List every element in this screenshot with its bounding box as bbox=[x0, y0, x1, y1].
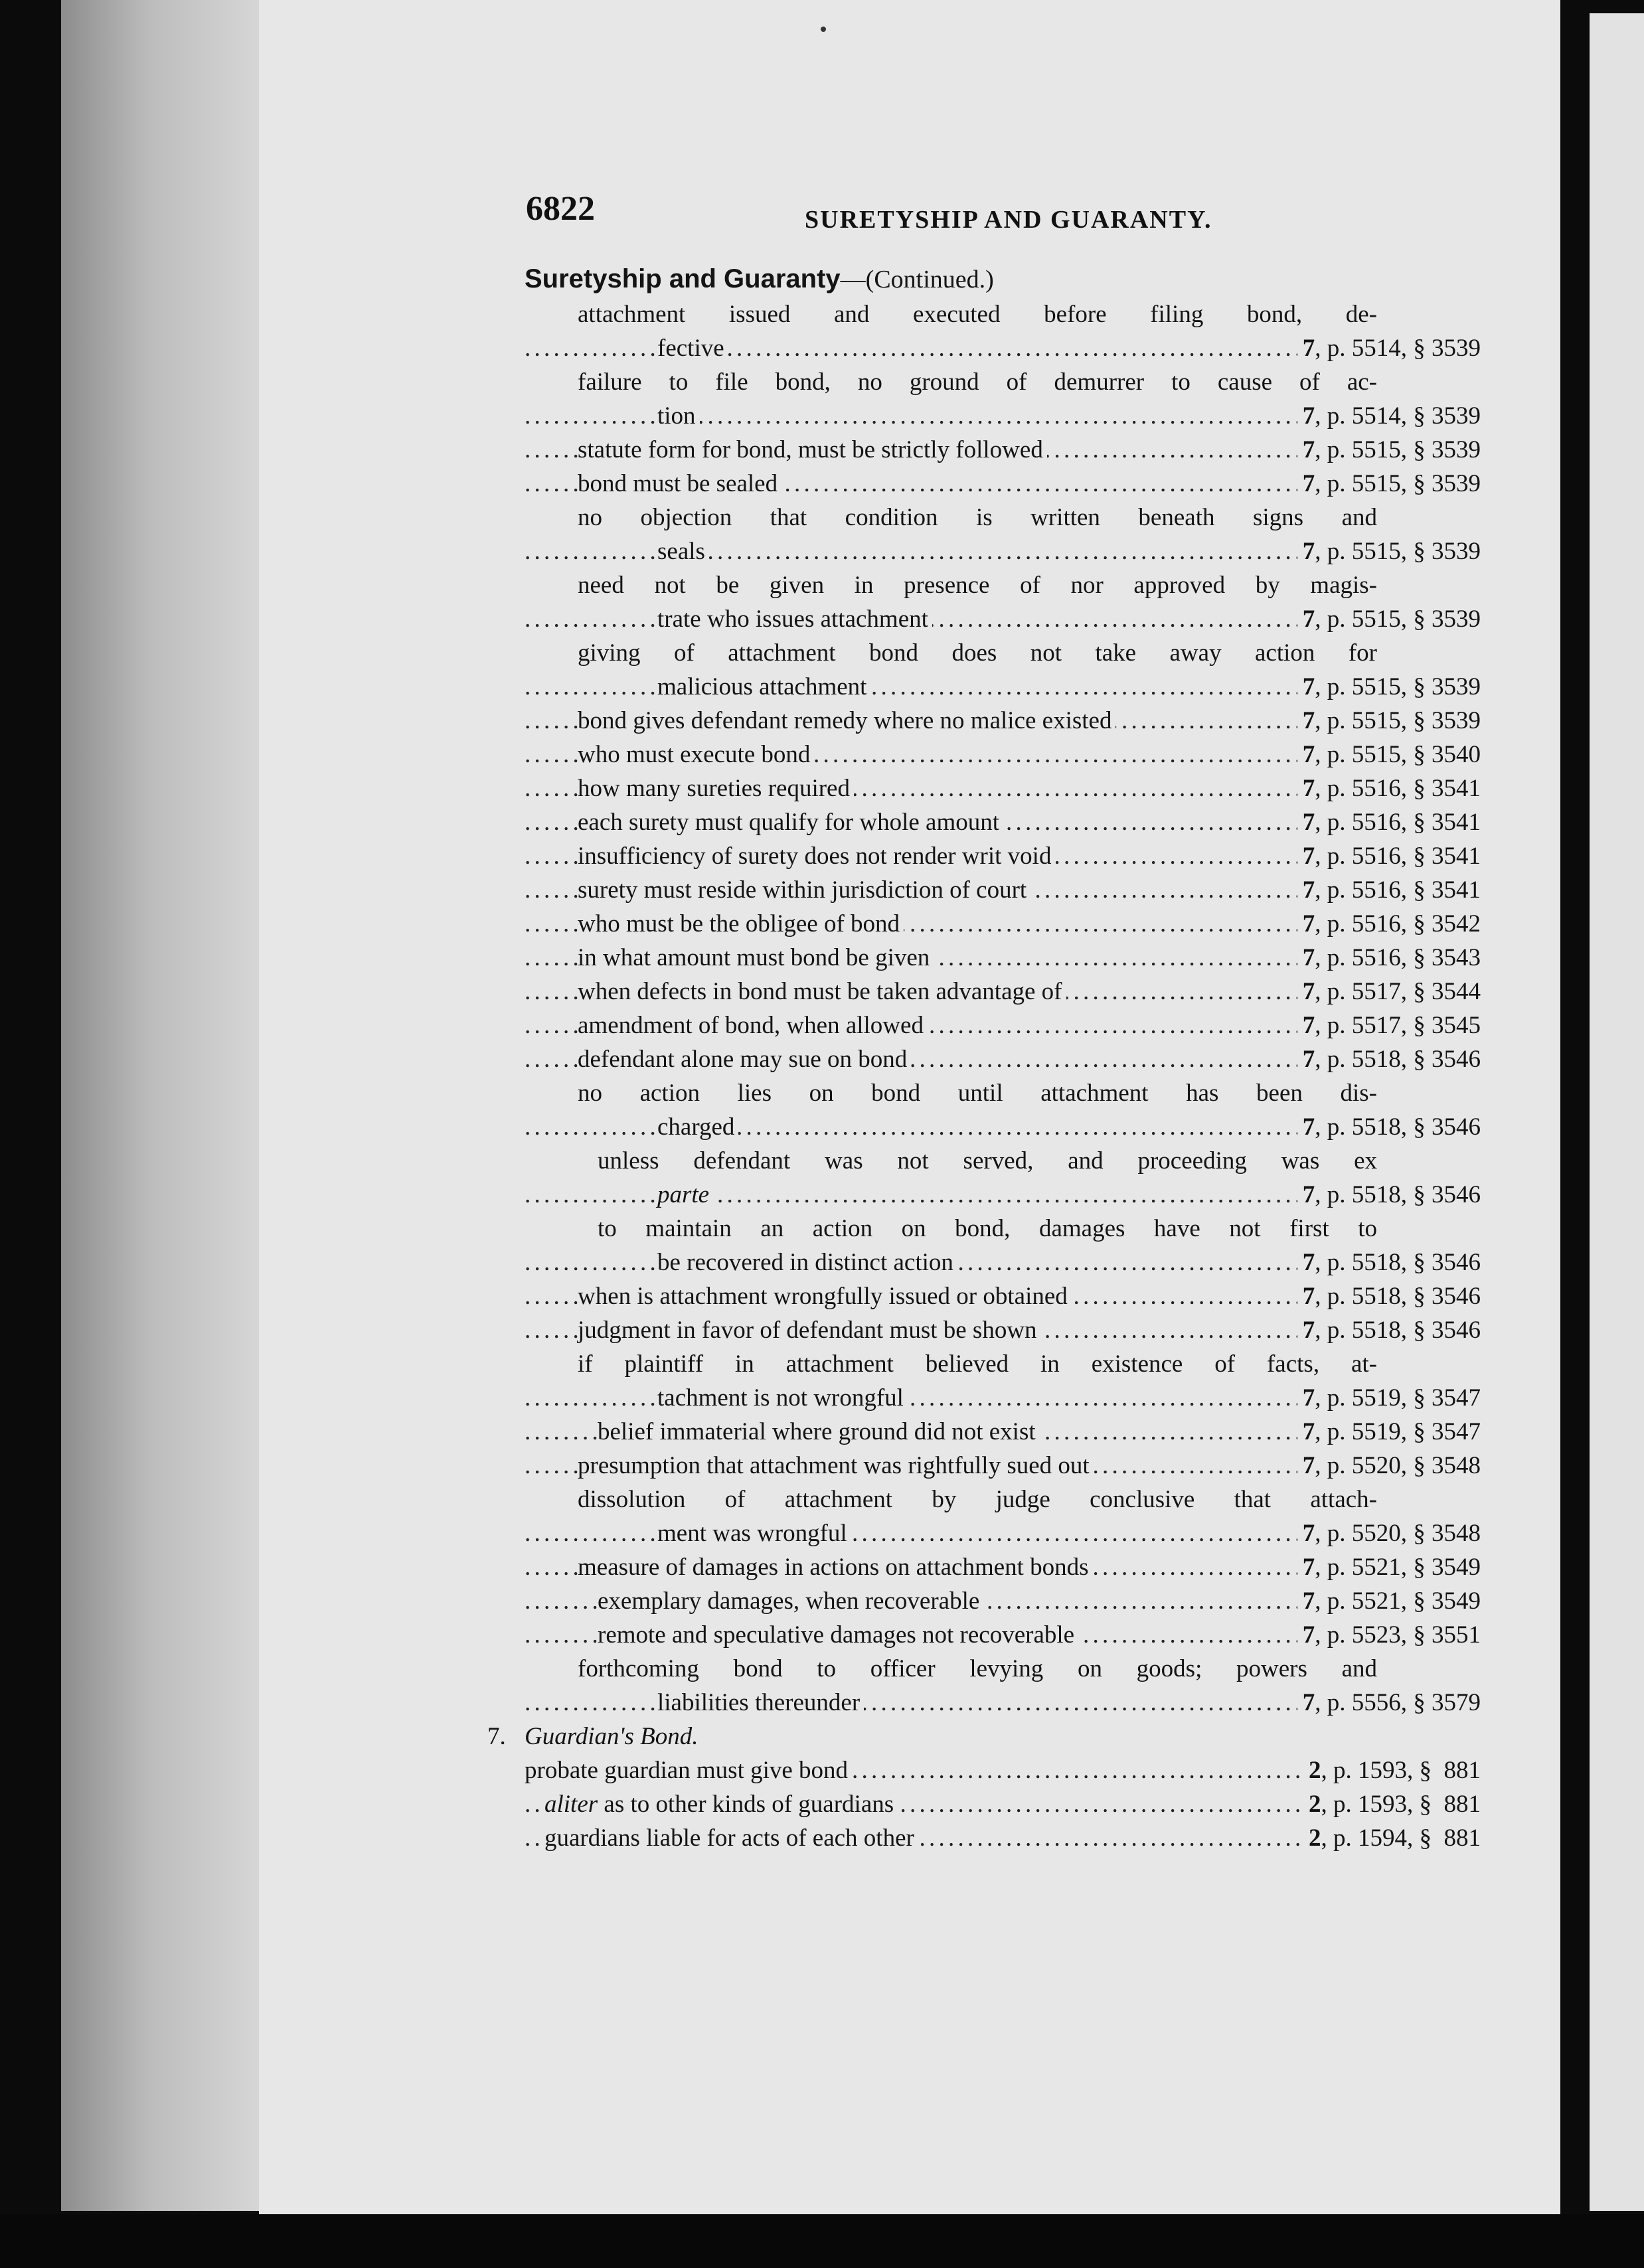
index-entry-line bbox=[525, 636, 1481, 670]
section-reference: § 3546 bbox=[1413, 1283, 1481, 1310]
volume-number: 7 bbox=[1302, 978, 1315, 1005]
facing-page-edge bbox=[1579, 13, 1644, 2211]
page-reference: p. 5518, bbox=[1327, 1317, 1407, 1344]
entry-reference: 7, p. 5514, § 3539 bbox=[1297, 331, 1481, 365]
entry-text: each surety must qualify for whole amount bbox=[578, 809, 1003, 836]
entry-reference: 7, p. 5520, § 3548 bbox=[1297, 1516, 1481, 1550]
page-reference: p. 5556, bbox=[1327, 1689, 1407, 1716]
page-reference: p. 5521, bbox=[1327, 1587, 1407, 1615]
section-reference: § 3545 bbox=[1413, 1012, 1481, 1039]
section-reference: § 3548 bbox=[1413, 1520, 1481, 1547]
page-reference: p. 5521, bbox=[1327, 1554, 1407, 1581]
entry-text: remote and speculative damages not recoverable bbox=[598, 1621, 1078, 1649]
entry-text: no objection that condition is written beneath signs and bbox=[578, 504, 1381, 531]
entry-text: measure of damages in actions on attachment bonds bbox=[578, 1554, 1093, 1581]
entry-reference: 7, p. 5518, § 3546 bbox=[1297, 1042, 1481, 1076]
entry-reference: 7, p. 5556, § 3579 bbox=[1297, 1686, 1481, 1720]
index-entry-line bbox=[525, 1313, 1481, 1347]
section-reference: § 881 bbox=[1419, 1757, 1481, 1784]
entry-italic-text: parte bbox=[657, 1181, 710, 1208]
section-reference: § 3544 bbox=[1413, 978, 1481, 1005]
index-entry-line bbox=[525, 602, 1481, 636]
index-entry-line bbox=[525, 1652, 1481, 1686]
entry-text: probate guardian must give bond bbox=[525, 1757, 852, 1784]
page-reference: p. 5516, bbox=[1327, 775, 1407, 802]
page-reference: p. 5520, bbox=[1327, 1452, 1407, 1479]
index-entry-line bbox=[525, 704, 1481, 738]
entry-text: ment was wrongful bbox=[657, 1520, 851, 1547]
entry-text: exemplary damages, when recoverable bbox=[598, 1587, 983, 1615]
page-reference: p. 5517, bbox=[1327, 1012, 1407, 1039]
entry-reference: 7, p. 5518, § 3546 bbox=[1297, 1110, 1481, 1144]
section-reference: § 3539 bbox=[1413, 673, 1481, 700]
volume-number: 7 bbox=[1302, 335, 1315, 362]
entry-text: forthcoming bond to officer levying on goods; powers and bbox=[578, 1655, 1381, 1682]
index-entry-line bbox=[525, 1178, 1481, 1212]
entry-text bbox=[544, 1791, 898, 1818]
entry-reference: 7, p. 5514, § 3539 bbox=[1297, 399, 1481, 433]
section-reference: § 3547 bbox=[1413, 1384, 1481, 1412]
section-reference: § 3546 bbox=[1413, 1181, 1481, 1208]
volume-number: 7 bbox=[1302, 910, 1315, 937]
volume-number: 7 bbox=[1302, 1689, 1315, 1716]
index-entry-line bbox=[525, 1618, 1481, 1652]
index-entry-line bbox=[525, 1076, 1481, 1110]
entry-reference: 7, p. 5515, § 3539 bbox=[1297, 467, 1481, 501]
volume-number: 7 bbox=[1302, 944, 1315, 971]
index-entry-line bbox=[525, 907, 1481, 941]
index-entry-line bbox=[525, 331, 1481, 365]
index-entry-line bbox=[525, 1381, 1481, 1415]
index-entry-line bbox=[525, 1212, 1481, 1246]
entry-reference: 2, p. 1594, § 881 bbox=[1303, 1821, 1481, 1855]
volume-number: 7 bbox=[1302, 1418, 1315, 1445]
entry-text: amendment of bond, when allowed bbox=[578, 1012, 928, 1039]
index-entry-line bbox=[525, 568, 1481, 602]
page-reference: p. 5518, bbox=[1327, 1249, 1407, 1276]
index-entry-line bbox=[525, 1042, 1481, 1076]
page-reference: p. 5516, bbox=[1327, 876, 1407, 904]
section-reference: § 3541 bbox=[1413, 809, 1481, 836]
section-reference: § 3542 bbox=[1413, 910, 1481, 937]
subsection-number: 7. bbox=[487, 1723, 506, 1750]
index-entry-line bbox=[525, 1550, 1481, 1584]
section-reference: § 3539 bbox=[1413, 606, 1481, 633]
entry-reference: 2, p. 1593, § 881 bbox=[1303, 1753, 1481, 1787]
page-reference: p. 5515, bbox=[1327, 707, 1407, 734]
section-reference: § 3543 bbox=[1413, 944, 1481, 971]
volume-number: 7 bbox=[1302, 1452, 1315, 1479]
entry-reference: 7, p. 5519, § 3547 bbox=[1297, 1415, 1481, 1449]
entry-reference: 7, p. 5519, § 3547 bbox=[1297, 1381, 1481, 1415]
page-reference: p. 5518, bbox=[1327, 1283, 1407, 1310]
entry-reference: 7, p. 5517, § 3545 bbox=[1297, 1009, 1481, 1042]
entry-reference: 7, p. 5515, § 3540 bbox=[1297, 738, 1481, 771]
volume-number: 7 bbox=[1302, 402, 1315, 430]
entry-text: judgment in favor of defendant must be shown bbox=[578, 1317, 1041, 1344]
entry-text: need not be given in presence of nor approved by magis- bbox=[578, 572, 1381, 599]
section-title bbox=[525, 260, 1481, 297]
entry-text: in what amount must bond be given bbox=[578, 944, 934, 971]
subsection-heading bbox=[487, 1720, 1481, 1753]
index-entry-line bbox=[525, 1821, 1481, 1855]
page-reference: p. 5520, bbox=[1327, 1520, 1407, 1547]
section-reference: § 3546 bbox=[1413, 1046, 1481, 1073]
entry-text: insufficiency of surety does not render writ void bbox=[578, 843, 1055, 870]
page-reference: p. 5519, bbox=[1327, 1384, 1407, 1412]
entry-text: malicious attachment bbox=[657, 673, 870, 700]
volume-number: 2 bbox=[1309, 1824, 1321, 1852]
volume-number: 7 bbox=[1302, 741, 1315, 768]
section-reference: § 3541 bbox=[1413, 775, 1481, 802]
index-entry-line bbox=[525, 1144, 1481, 1178]
entry-text: statute form for bond, must be strictly followed bbox=[578, 436, 1047, 463]
index-entry-line bbox=[525, 1686, 1481, 1720]
index-entry-line bbox=[525, 839, 1481, 873]
entry-reference: 7, p. 5523, § 3551 bbox=[1297, 1618, 1481, 1652]
section-reference: § 3539 bbox=[1413, 335, 1481, 362]
index-entry-line bbox=[525, 1279, 1481, 1313]
index-entry-line bbox=[525, 771, 1481, 805]
volume-number: 7 bbox=[1302, 470, 1315, 497]
index-entry-line bbox=[525, 297, 1481, 331]
section-reference: § 3551 bbox=[1413, 1621, 1481, 1649]
index-entry-line bbox=[525, 1483, 1481, 1516]
entry-text: belief immaterial where ground did not exist bbox=[598, 1418, 1040, 1445]
entry-reference: 7, p. 5521, § 3549 bbox=[1297, 1550, 1481, 1584]
entry-text: guardians liable for acts of each other bbox=[544, 1824, 918, 1852]
index-entry-line bbox=[525, 1009, 1481, 1042]
section-reference: § 3539 bbox=[1413, 538, 1481, 565]
entry-reference: 7, p. 5517, § 3544 bbox=[1297, 975, 1481, 1009]
volume-number: 7 bbox=[1302, 775, 1315, 802]
section-reference: § 3540 bbox=[1413, 741, 1481, 768]
index-entry-line bbox=[525, 365, 1481, 399]
page-number: 6822 bbox=[526, 190, 595, 228]
entry-text: trate who issues attachment bbox=[657, 606, 932, 633]
entry-text: how many sureties required bbox=[578, 775, 854, 802]
volume-number: 7 bbox=[1302, 1181, 1315, 1208]
index-content bbox=[487, 260, 1481, 1855]
index-entry-line bbox=[525, 467, 1481, 501]
page-reference: p. 1593, bbox=[1333, 1757, 1414, 1784]
page-reference: p. 5515, bbox=[1327, 606, 1407, 633]
index-entry-line bbox=[525, 534, 1481, 568]
entry-text: presumption that attachment was rightfully sued out bbox=[578, 1452, 1094, 1479]
page-reference: p. 1593, bbox=[1333, 1791, 1414, 1818]
volume-number: 7 bbox=[1302, 843, 1315, 870]
section-reference: § 3539 bbox=[1413, 707, 1481, 734]
index-entry-line bbox=[525, 738, 1481, 771]
entry-text: who must be the obligee of bond bbox=[578, 910, 904, 937]
page-reference: p. 5516, bbox=[1327, 910, 1407, 937]
entry-text: to maintain an action on bond, damages have not first to bbox=[598, 1215, 1381, 1242]
page-reference: p. 1594, bbox=[1333, 1824, 1414, 1852]
section-reference: § 3549 bbox=[1413, 1587, 1481, 1615]
index-entry-line bbox=[525, 1516, 1481, 1550]
volume-number: 7 bbox=[1302, 1317, 1315, 1344]
index-entry-line bbox=[525, 1584, 1481, 1618]
entry-text: attachment issued and executed before filing bond, de- bbox=[578, 301, 1381, 328]
entry-reference: 7, p. 5521, § 3549 bbox=[1297, 1584, 1481, 1618]
entry-reference: 7, p. 5515, § 3539 bbox=[1297, 704, 1481, 738]
entry-text: charged bbox=[657, 1113, 738, 1141]
entry-text: bond must be sealed bbox=[578, 470, 781, 497]
section-reference: § 3539 bbox=[1413, 402, 1481, 430]
entry-reference: 7, p. 5516, § 3542 bbox=[1297, 907, 1481, 941]
entry-text bbox=[657, 1181, 713, 1208]
entry-list bbox=[525, 297, 1481, 1720]
entry-reference: 7, p. 5518, § 3546 bbox=[1297, 1178, 1481, 1212]
entry-text: liabilities thereunder bbox=[657, 1689, 864, 1716]
volume-number: 7 bbox=[1302, 1520, 1315, 1547]
page-reference: p. 5515, bbox=[1327, 436, 1407, 463]
volume-number: 7 bbox=[1302, 1384, 1315, 1412]
entry-text: who must execute bond bbox=[578, 741, 814, 768]
section-reference: § 881 bbox=[1419, 1824, 1481, 1852]
entry-text: failure to file bond, no ground of demurrer to cause of ac- bbox=[578, 368, 1381, 396]
page-reference: p. 5515, bbox=[1327, 538, 1407, 565]
page-reference: p. 5515, bbox=[1327, 673, 1407, 700]
index-entry-line bbox=[525, 805, 1481, 839]
entry-reference: 7, p. 5516, § 3541 bbox=[1297, 805, 1481, 839]
entry-text: dissolution of attachment by judge conclusive that attach- bbox=[578, 1486, 1381, 1513]
entry-text: tachment is not wrongful bbox=[657, 1384, 908, 1412]
entry-text-rest: as to other kinds of guardians bbox=[598, 1791, 894, 1818]
index-entry-line bbox=[525, 1415, 1481, 1449]
volume-number: 7 bbox=[1302, 1554, 1315, 1581]
entry-reference: 2, p. 1593, § 881 bbox=[1303, 1787, 1481, 1821]
entry-reference: 7, p. 5518, § 3546 bbox=[1297, 1279, 1481, 1313]
page-reference: p. 5515, bbox=[1327, 741, 1407, 768]
index-entry-line bbox=[525, 670, 1481, 704]
entry-text: if plaintiff in attachment believed in existence of facts, at- bbox=[578, 1350, 1381, 1378]
entry-reference: 7, p. 5518, § 3546 bbox=[1297, 1313, 1481, 1347]
page-reference: p. 5516, bbox=[1327, 944, 1407, 971]
speck bbox=[821, 27, 826, 32]
section-reference: § 3546 bbox=[1413, 1113, 1481, 1141]
entry-reference: 7, p. 5515, § 3539 bbox=[1297, 602, 1481, 636]
section-reference: § 3541 bbox=[1413, 843, 1481, 870]
entry-text: seals bbox=[657, 538, 709, 565]
section-reference: § 881 bbox=[1419, 1791, 1481, 1818]
entry-reference: 7, p. 5515, § 3539 bbox=[1297, 534, 1481, 568]
entry-italic-prefix: aliter bbox=[544, 1791, 598, 1818]
entry-text: unless defendant was not served, and proceeding was ex bbox=[598, 1147, 1381, 1174]
page-reference: p. 5516, bbox=[1327, 809, 1407, 836]
volume-number: 7 bbox=[1302, 606, 1315, 633]
volume-number: 7 bbox=[1302, 809, 1315, 836]
entry-reference: 7, p. 5515, § 3539 bbox=[1297, 433, 1481, 467]
section-reference: § 3548 bbox=[1413, 1452, 1481, 1479]
entry-text: surety must reside within jurisdiction of court bbox=[578, 876, 1030, 904]
entry-text: fective bbox=[657, 335, 728, 362]
volume-number: 7 bbox=[1302, 1283, 1315, 1310]
entry-reference: 7, p. 5516, § 3541 bbox=[1297, 873, 1481, 907]
entry-reference: 7, p. 5515, § 3539 bbox=[1297, 670, 1481, 704]
title-bold: Suretyship and Guaranty bbox=[525, 264, 841, 293]
entry-text: defendant alone may sue on bond bbox=[578, 1046, 911, 1073]
section-reference: § 3549 bbox=[1413, 1554, 1481, 1581]
volume-number: 7 bbox=[1302, 1113, 1315, 1141]
volume-number: 7 bbox=[1302, 1046, 1315, 1073]
volume-number: 7 bbox=[1302, 707, 1315, 734]
index-entry-line bbox=[525, 501, 1481, 534]
entry-text: bond gives defendant remedy where no malice existed bbox=[578, 707, 1115, 734]
entry-text: when defects in bond must be taken advantage of bbox=[578, 978, 1066, 1005]
page-reference: p. 5523, bbox=[1327, 1621, 1407, 1649]
index-entry-line bbox=[525, 399, 1481, 433]
page-reference: p. 5518, bbox=[1327, 1046, 1407, 1073]
index-entry-line bbox=[525, 1110, 1481, 1144]
section-reference: § 3539 bbox=[1413, 470, 1481, 497]
index-entry-line bbox=[525, 1246, 1481, 1279]
scan-border bbox=[0, 2214, 1644, 2268]
entry-reference: 7, p. 5516, § 3541 bbox=[1297, 839, 1481, 873]
volume-number: 7 bbox=[1302, 876, 1315, 904]
volume-number: 2 bbox=[1309, 1757, 1321, 1784]
page-reference: p. 5514, bbox=[1327, 402, 1407, 430]
entry-reference: 7, p. 5516, § 3543 bbox=[1297, 941, 1481, 975]
entry-reference: 7, p. 5520, § 3548 bbox=[1297, 1449, 1481, 1483]
page-reference: p. 5519, bbox=[1327, 1418, 1407, 1445]
index-entry-line bbox=[525, 1753, 1481, 1787]
entry-reference: 7, p. 5518, § 3546 bbox=[1297, 1246, 1481, 1279]
section-reference: § 3546 bbox=[1413, 1249, 1481, 1276]
section-reference: § 3546 bbox=[1413, 1317, 1481, 1344]
entry-text: tion bbox=[657, 402, 700, 430]
section-reference: § 3579 bbox=[1413, 1689, 1481, 1716]
index-entry-line bbox=[525, 941, 1481, 975]
volume-number: 7 bbox=[1302, 538, 1315, 565]
index-entry-line bbox=[525, 433, 1481, 467]
running-head: SURETYSHIP AND GUARANTY. bbox=[805, 206, 1212, 234]
section-reference: § 3547 bbox=[1413, 1418, 1481, 1445]
page-reference: p. 5515, bbox=[1327, 470, 1407, 497]
section-reference: § 3541 bbox=[1413, 876, 1481, 904]
section-reference: § 3539 bbox=[1413, 436, 1481, 463]
entry-list-2 bbox=[525, 1753, 1481, 1855]
volume-number: 7 bbox=[1302, 1249, 1315, 1276]
volume-number: 7 bbox=[1302, 673, 1315, 700]
volume-number: 2 bbox=[1309, 1791, 1321, 1818]
page-reference: p. 5518, bbox=[1327, 1181, 1407, 1208]
volume-number: 7 bbox=[1302, 1621, 1315, 1649]
index-entry-line bbox=[525, 1347, 1481, 1381]
entry-text: when is attachment wrongfully issued or obtained bbox=[578, 1283, 1072, 1310]
page-header bbox=[526, 189, 1455, 242]
entry-text: be recovered in distinct action bbox=[657, 1249, 957, 1276]
entry-reference: 7, p. 5516, § 3541 bbox=[1297, 771, 1481, 805]
volume-number: 7 bbox=[1302, 1012, 1315, 1039]
entry-text: no action lies on bond until attachment has been dis- bbox=[578, 1080, 1381, 1107]
index-entry-line bbox=[525, 873, 1481, 907]
volume-number: 7 bbox=[1302, 1587, 1315, 1615]
index-entry-line bbox=[525, 1787, 1481, 1821]
index-entry-line bbox=[525, 1449, 1481, 1483]
subsection-title: Guardian's Bond. bbox=[525, 1723, 699, 1750]
page-reference: p. 5516, bbox=[1327, 843, 1407, 870]
index-entry-line bbox=[525, 975, 1481, 1009]
volume-number: 7 bbox=[1302, 436, 1315, 463]
page-reference: p. 5514, bbox=[1327, 335, 1407, 362]
page-reference: p. 5517, bbox=[1327, 978, 1407, 1005]
page-reference: p. 5518, bbox=[1327, 1113, 1407, 1141]
title-continued: —(Continued.) bbox=[840, 266, 994, 293]
entry-text: giving of attachment bond does not take away action for bbox=[578, 639, 1381, 667]
